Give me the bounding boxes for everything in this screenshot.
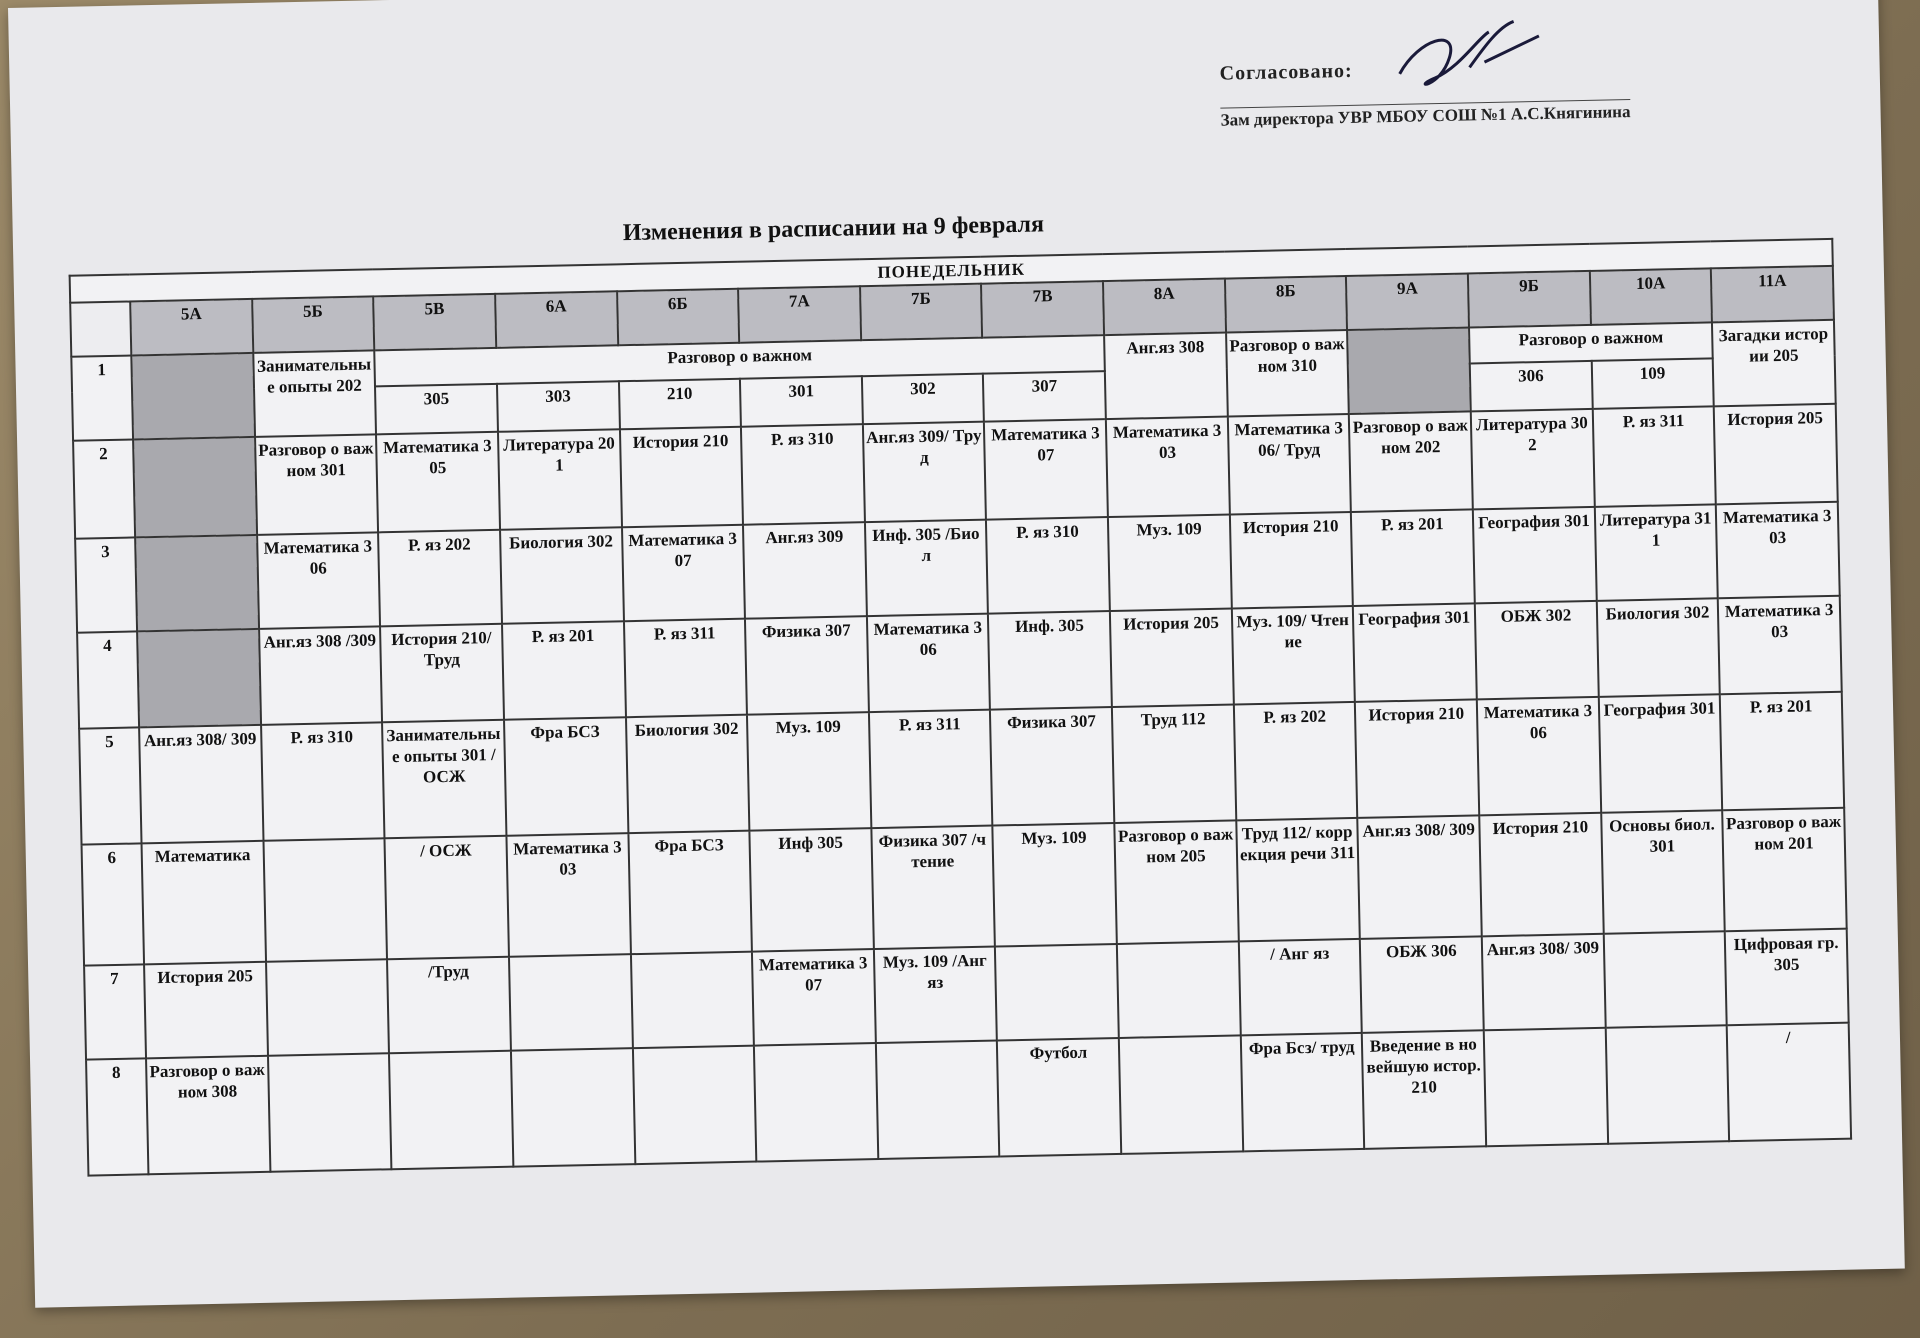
schedule-cell: География 301 <box>1353 603 1477 702</box>
row-number: 1 <box>71 355 133 440</box>
schedule-cell: / <box>1727 1023 1851 1142</box>
schedule-cell: Биология 302 <box>1596 598 1720 697</box>
schedule-table <box>69 238 1853 1177</box>
schedule-cell: Разговор о важном 308 <box>146 1056 270 1175</box>
schedule-cell: Муз. 109 <box>747 712 871 831</box>
schedule-cell: Анг.яз 308/ 309 <box>1482 934 1606 1031</box>
class-header: 9А <box>1346 273 1469 330</box>
room-6b: 210 <box>619 379 742 430</box>
schedule-cell: Математика 305 <box>376 432 500 533</box>
schedule-cell: Фра Бсз/ труд <box>1241 1033 1365 1152</box>
schedule-cell: Р. яз 310 <box>261 722 385 841</box>
schedule-cell: Анг.яз 309 <box>743 522 867 619</box>
schedule-cell: Муз. 109 /Анг яз <box>874 947 998 1044</box>
schedule-cell: Физика 307 /чтение <box>871 826 995 950</box>
schedule-cell: История 205 <box>1714 404 1838 505</box>
class-header: 7В <box>981 281 1104 338</box>
schedule-cell: Математика 307 <box>752 949 876 1046</box>
schedule-cell: Математика 303 <box>506 833 630 957</box>
class-header: 5А <box>130 299 253 356</box>
schedule-cell: Цифровая гр. 305 <box>1725 929 1849 1026</box>
schedule-cell <box>754 1043 878 1162</box>
talk-span2-label: Разговор о важном <box>1469 322 1713 363</box>
schedule-cell: История 210 <box>1355 699 1479 818</box>
schedule-sheet <box>8 0 1905 1308</box>
class-header: 8А <box>1103 279 1226 336</box>
schedule-cell: Фра БСЗ <box>504 717 628 836</box>
schedule-cell: Математика 307 <box>984 419 1108 520</box>
schedule-cell: Математика 307 <box>622 525 746 622</box>
room-7a: 301 <box>740 376 863 427</box>
class-header: 11А <box>1711 266 1834 323</box>
schedule-cell: Математика 303 <box>1106 417 1230 518</box>
schedule-cell: Инф. 305 <box>988 611 1112 710</box>
schedule-cell: География 301 <box>1598 694 1722 813</box>
schedule-cell: Р. яз 311 <box>624 619 748 718</box>
schedule-cell: Биология 302 <box>626 715 750 834</box>
signature-icon <box>1389 16 1551 99</box>
schedule-cell: Разговор о важном 301 <box>255 434 379 535</box>
schedule-cell: Математика 306/ Труд <box>1228 414 1352 515</box>
schedule-cell <box>263 838 387 962</box>
schedule-cell: География 301 <box>1473 507 1597 604</box>
schedule-cell <box>1605 1025 1729 1144</box>
approval-label: Согласовано: <box>1219 59 1353 85</box>
schedule-cell: Инф. 305 /Биол <box>865 520 989 617</box>
schedule-cell: Футбол <box>997 1038 1121 1157</box>
schedule-cell: Муз. 109 <box>993 823 1117 947</box>
schedule-cell: Инф 305 <box>750 828 874 952</box>
schedule-table-wrapper <box>69 238 1853 1177</box>
schedule-cell: История 210/ Труд <box>380 624 504 723</box>
schedule-cell <box>995 944 1119 1041</box>
class-header: 5Б <box>252 296 375 353</box>
schedule-cell <box>389 1051 513 1170</box>
talk-span-label: Разговор о важном <box>375 335 1105 386</box>
schedule-cell: Математика 306 <box>1477 697 1601 816</box>
schedule-cell <box>632 1046 756 1165</box>
cell-9a <box>1347 327 1470 414</box>
schedule-cell <box>137 629 261 728</box>
schedule-cell: Введение в новейшую истор. 210 <box>1362 1030 1486 1149</box>
schedule-cell <box>135 535 259 632</box>
schedule-cell: Р. яз 311 <box>1592 406 1716 507</box>
class-header: 9Б <box>1468 271 1591 328</box>
schedule-cell: История 210 <box>1230 512 1354 609</box>
schedule-cell: Математика 306 <box>257 532 381 629</box>
cell-8a: Анг.яз 308 <box>1104 333 1227 420</box>
schedule-cell: Занимательные опыты 301 / ОСЖ <box>382 720 506 839</box>
schedule-cell: Разговор о важном 205 <box>1114 820 1238 944</box>
schedule-cell: Анг.яз 308 /309 <box>259 626 383 725</box>
row-number: 6 <box>82 843 145 965</box>
schedule-cell: Физика 307 <box>990 707 1114 826</box>
class-header: 7А <box>738 286 861 343</box>
schedule-cell <box>1603 931 1727 1028</box>
schedule-cell: ОБЖ 306 <box>1360 936 1484 1033</box>
schedule-cell: Фра БСЗ <box>628 831 752 955</box>
row-number: 8 <box>86 1058 148 1175</box>
schedule-cell <box>1117 941 1241 1038</box>
row-number: 4 <box>77 631 139 728</box>
class-header: 5В <box>373 294 496 351</box>
room-10a: 109 <box>1591 358 1714 409</box>
schedule-cell: Анг.яз 308/ 309 <box>1358 815 1482 939</box>
corner-cell <box>70 302 131 357</box>
schedule-cell: Математика 303 <box>1716 502 1840 599</box>
schedule-cell: Муз. 109/ Чтение <box>1232 606 1356 705</box>
schedule-cell: Труд 112/ коррекция речи 311 <box>1236 818 1360 942</box>
schedule-cell <box>1484 1028 1608 1147</box>
cell-11a: Загадки истории 205 <box>1712 320 1835 407</box>
room-7v: 307 <box>983 371 1106 422</box>
class-header: 7Б <box>860 284 983 341</box>
schedule-cell: Литература 311 <box>1594 504 1718 601</box>
schedule-cell <box>509 954 633 1051</box>
schedule-cell <box>631 952 755 1049</box>
schedule-cell <box>511 1048 635 1167</box>
class-header: 6Б <box>617 289 740 346</box>
schedule-cell: / ОСЖ <box>385 836 509 960</box>
schedule-cell: Анг.яз 309/ Труд <box>863 422 987 523</box>
schedule-cell <box>1119 1035 1243 1154</box>
room-9b: 306 <box>1470 361 1593 412</box>
schedule-cell: Р. яз 201 <box>1351 509 1475 606</box>
room-6a: 303 <box>497 381 620 432</box>
schedule-cell: Р. яз 201 <box>502 621 626 720</box>
schedule-cell: Р. яз 201 <box>1720 692 1844 811</box>
schedule-cell <box>133 437 257 538</box>
schedule-cell <box>266 959 390 1056</box>
schedule-cell: Труд 112 <box>1112 704 1236 823</box>
schedule-cell: История 210 <box>620 427 744 528</box>
schedule-cell: Р. яз 310 <box>741 424 865 525</box>
schedule-cell: История 205 <box>1110 609 1234 708</box>
day-heading: ПОНЕДЕЛЬНИК <box>70 239 1833 303</box>
schedule-cell: Основы биол. 301 <box>1601 810 1725 934</box>
schedule-cell: Р. яз 310 <box>986 517 1110 614</box>
class-header: 10А <box>1590 268 1713 325</box>
lesson-rows <box>73 404 1851 1176</box>
schedule-cell <box>268 1053 392 1172</box>
row-number: 3 <box>75 537 137 632</box>
schedule-cell: Р. яз 311 <box>869 710 993 829</box>
schedule-cell: Литература 302 <box>1471 409 1595 510</box>
room-7b: 302 <box>862 374 985 425</box>
approval-position: Зам директора УВР МБОУ СОШ №1 А.С.Княгинина <box>1220 99 1630 131</box>
schedule-cell: История 205 <box>144 962 268 1059</box>
cell-5b: Занимательные опыты 202 <box>253 350 376 437</box>
class-header: 8Б <box>1225 276 1348 333</box>
schedule-cell: Математика <box>142 841 266 965</box>
schedule-cell: Разговор о важном 202 <box>1349 411 1473 512</box>
schedule-cell: Анг.яз 308/ 309 <box>139 725 263 844</box>
schedule-cell: Муз. 109 <box>1108 515 1232 612</box>
schedule-cell: Р. яз 202 <box>378 530 502 627</box>
page-title: Изменения в расписании на 9 февраля <box>622 211 1045 247</box>
schedule-cell: Математика 303 <box>1718 596 1842 695</box>
row-number: 7 <box>84 964 146 1059</box>
class-header: 6А <box>495 291 618 348</box>
schedule-cell: История 210 <box>1479 813 1603 937</box>
schedule-cell <box>876 1041 1000 1160</box>
row-number: 5 <box>79 727 141 844</box>
schedule-cell: Разговор о важном 201 <box>1723 808 1847 932</box>
row-number: 2 <box>73 439 135 538</box>
schedule-cell: ОБЖ 302 <box>1475 601 1599 700</box>
schedule-cell: / Анг яз <box>1239 939 1363 1036</box>
cell-5a <box>131 353 254 440</box>
cell-8b: Разговор о важном 310 <box>1226 330 1349 417</box>
schedule-cell: Биология 302 <box>500 527 624 624</box>
schedule-cell: Физика 307 <box>745 616 869 715</box>
schedule-cell: Литература 201 <box>498 429 622 530</box>
schedule-cell: Математика 306 <box>867 614 991 713</box>
schedule-cell: /Труд <box>387 957 511 1054</box>
room-5v: 305 <box>375 384 498 435</box>
schedule-cell: Р. яз 202 <box>1234 702 1358 821</box>
